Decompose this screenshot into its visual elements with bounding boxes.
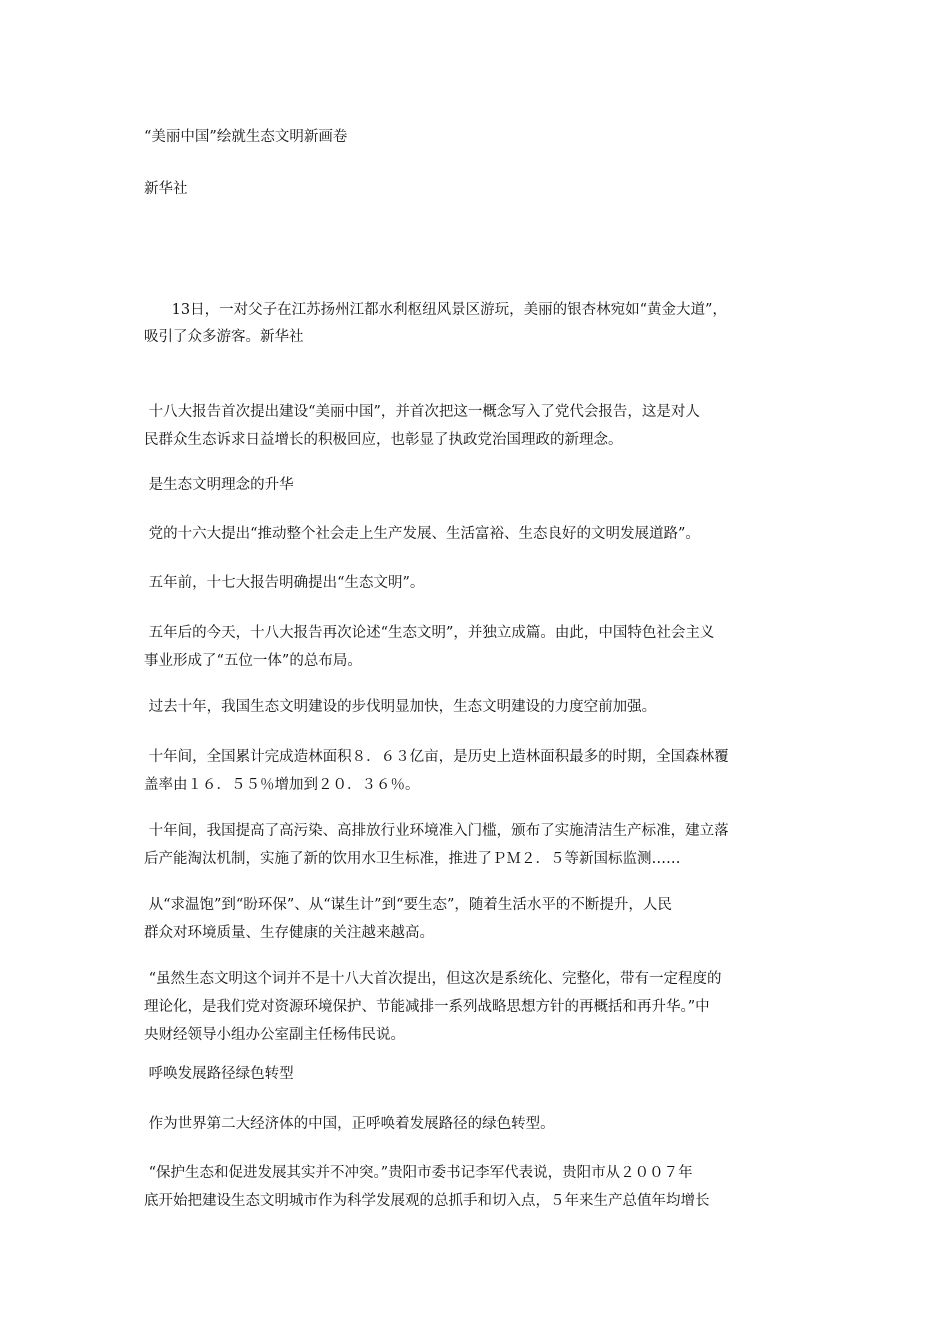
paragraph-line: 是生态文明理念的升华 [144, 477, 294, 493]
paragraph-line: 后产能淘汰机制，实施了新的饮用水卫生标准，推进了ＰＭ２．５等新国标监测…… [144, 851, 681, 867]
paragraph-line: 群众对环境质量、生存健康的关注越来越高。 [144, 925, 434, 941]
article-paragraph [144, 1159, 808, 1215]
article-paragraph [144, 471, 808, 499]
paragraph-line: 十年间，全国累计完成造林面积８．６３亿亩，是历史上造林面积最多的时期，全国森林覆 [144, 749, 729, 765]
paragraph-line: 作为世界第二大经济体的中国，正呼唤着发展路径的绿色转型。 [144, 1116, 555, 1132]
article-paragraph [144, 817, 808, 873]
paragraph-line: 理论化，是我们党对资源环境保护、节能减排一系列战略思想方针的再概括和再升华。”中 [144, 999, 710, 1015]
paragraph-line: 事业形成了“五位一体”的总布局。 [144, 653, 362, 669]
article-paragraph [144, 619, 808, 675]
article-paragraph [144, 1060, 808, 1088]
paragraph-line: 底开始把建设生态文明城市作为科学发展观的总抓手和切入点，５年来生产总值年均增长 [144, 1193, 710, 1209]
paragraph-line: 过去十年，我国生态文明建设的步伐明显加快，生态文明建设的力度空前加强。 [144, 699, 657, 715]
paragraph-line: 五年后的今天，十八大报告再次论述“生态文明”，并独立成篇。由此，中国特色社会主义 [144, 625, 715, 641]
article-title: “美丽中国”绘就生态文明新画卷 [144, 129, 348, 145]
article-paragraph [144, 520, 808, 548]
paragraph-line: 盖率由１６．５５％增加到２０．３６％。 [144, 777, 420, 793]
paragraph-line: 党的十六大提出“推动整个社会走上生产发展、生活富裕、生态良好的文明发展道路”。 [144, 526, 700, 542]
article-paragraph [144, 693, 808, 721]
article-paragraph [144, 743, 808, 799]
article-source: 新华社 [144, 181, 188, 197]
paragraph-line: 民群众生态诉求日益增长的积极回应，也彰显了执政党治国理政的新理念。 [144, 432, 623, 448]
paragraph-line: 十八大报告首次提出建设“美丽中国”，并首次把这一概念写入了党代会报告，这是对人 [144, 404, 700, 420]
paragraph-line: 央财经领导小组办公室副主任杨伟民说。 [144, 1027, 405, 1043]
paragraph-line: 十年间，我国提高了高污染、高排放行业环境准入门槛，颁布了实施清洁生产标准，建立落 [144, 823, 729, 839]
paragraph-line: 五年前，十七大报告明确提出“生态文明”。 [144, 575, 425, 591]
paragraph-line: “保护生态和促进发展其实并不冲突。”贵阳市委书记李军代表说，贵阳市从２００７年 [144, 1165, 693, 1181]
photo-caption-line-2: 吸引了众多游客。新华社 [144, 329, 304, 345]
article-paragraph [144, 891, 808, 947]
paragraph-line: 呼唤发展路径绿色转型 [144, 1066, 294, 1082]
article-paragraph [144, 398, 808, 454]
article-paragraph [144, 569, 808, 597]
article-paragraph [144, 965, 808, 1049]
paragraph-line: 从“求温饱”到“盼环保”、从“谋生计”到“要生态”，随着生活水平的不断提升，人民 [144, 897, 672, 913]
article-paragraph [144, 1110, 808, 1138]
photo-caption-line-1: 13日，一对父子在江苏扬州江都水利枢纽风景区游玩，美丽的银杏林宛如“黄金大道”， [144, 302, 727, 318]
paragraph-line: “虽然生态文明这个词并不是十八大首次提出，但这次是系统化、完整化，带有一定程度的 [144, 971, 722, 987]
